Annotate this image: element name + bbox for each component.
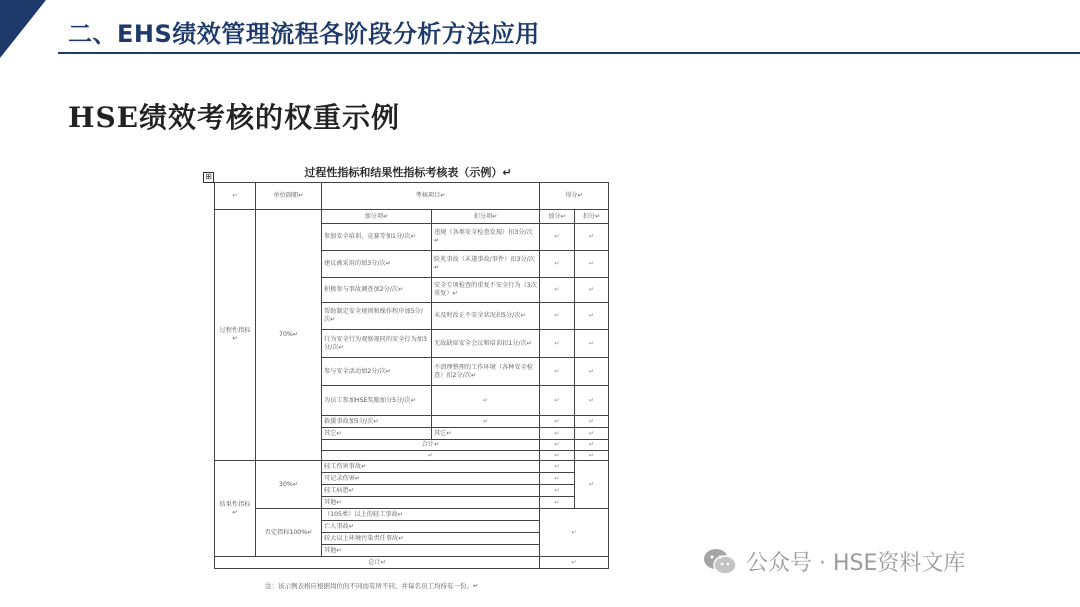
minus-item-cell: 安全专项检查的重复不安全行为（3次重复）↵ (432, 278, 540, 303)
minus-item-cell: 无故缺席安全会议和培训扣1分/次↵ (432, 330, 540, 358)
veto-item-cell: 较大以上环境污染责任事故↵ (322, 533, 540, 545)
score-cell: ↵ (575, 303, 609, 330)
veto-item-cell: 其他↵ (322, 545, 540, 557)
total-label: 总计↵ (215, 557, 540, 569)
score-cell: ↵ (540, 440, 575, 451)
score-cell: ↵ (540, 485, 575, 497)
header-cell-score: 得分↵ (540, 183, 609, 210)
minus-item-cell: 险兆事故（未遂事故/事件）扣3分/次↵ (432, 251, 540, 278)
plus-item-cell: 为员工参加HSE奖励加分5分/次↵ (322, 386, 432, 416)
table-move-handle-icon: ⊞ (203, 172, 214, 183)
document-image (203, 160, 613, 595)
table-title: 过程性指标和结果性指标考核表（示例）↵ (304, 166, 512, 179)
subheader-plus-item: 加分项↵ (322, 210, 432, 224)
score-cell: ↵ (540, 509, 609, 557)
minus-item-cell: 不清理整理的工作环境（各种安全检查）扣2分/次↵ (432, 358, 540, 386)
result-indicator-weight: 30%↵ (256, 461, 322, 509)
score-cell: ↵ (575, 358, 609, 386)
wechat-icon (702, 547, 738, 577)
score-cell: ↵ (575, 451, 609, 461)
score-cell: ↵ (540, 497, 575, 509)
score-cell: ↵ (540, 278, 575, 303)
score-cell: ↵ (540, 303, 575, 330)
header-bar (0, 0, 1080, 60)
table-row (215, 461, 609, 473)
spacer-cell: ↵ (322, 451, 540, 461)
result-item-cell: 轻工病患↵ (322, 485, 540, 497)
score-cell: ↵ (540, 451, 575, 461)
result-indicator-label: 结果性指标↵ (215, 461, 256, 557)
header-title: 二、EHS绩效管理流程各阶段分析方法应用 (68, 20, 540, 48)
score-cell: ↵ (540, 461, 575, 473)
watermark (702, 546, 965, 577)
process-indicator-weight: 70%↵ (256, 210, 322, 461)
score-cell: ↵ (575, 330, 609, 358)
score-cell: ↵ (540, 416, 575, 428)
table-row (215, 509, 609, 521)
score-cell: ↵ (540, 224, 575, 251)
process-indicator-label: 过程性指标↵ (215, 210, 256, 461)
evaluation-table (214, 182, 609, 569)
plus-item-cell: 行为安全行为观察视同的安全行为加3分/次↵ (322, 330, 432, 358)
plus-item-cell: 积极参与事故调查加2分/次↵ (322, 278, 432, 303)
score-cell: ↵ (540, 557, 609, 569)
plus-item-cell: 参加安全培训、竞赛等加1分/次↵ (322, 224, 432, 251)
table-header-row (215, 183, 609, 210)
score-cell: ↵ (575, 428, 609, 440)
score-cell: ↵ (575, 416, 609, 428)
minus-item-cell: 违规（各类安全检查发现）扣3分/次↵ (432, 224, 540, 251)
score-cell: ↵ (575, 461, 609, 509)
subheader-minus: 扣分↵ (575, 210, 609, 224)
score-cell: ↵ (575, 251, 609, 278)
plus-item-cell: 参与安全活动加2分/次↵ (322, 358, 432, 386)
score-cell: ↵ (575, 440, 609, 451)
watermark-text: 公众号 · HSE资料文库 (746, 551, 966, 576)
subheader-minus-item: 扣分项↵ (432, 210, 540, 224)
result-item-cell: 其他↵ (322, 497, 540, 509)
score-cell: ↵ (540, 358, 575, 386)
minus-item-cell: ↵ (432, 416, 540, 428)
veto-item-cell: 亡人事故↵ (322, 521, 540, 533)
subtotal-label: 合计↵ (322, 440, 540, 451)
score-cell: ↵ (540, 330, 575, 358)
header-cell-position: 单位副职↵ (256, 183, 322, 210)
veto-item-cell: （105类）以上的轻工事故↵ (322, 509, 540, 521)
score-cell: ↵ (540, 386, 575, 416)
header-cell-items: 考核项目↵ (322, 183, 540, 210)
score-cell: ↵ (540, 251, 575, 278)
header-cell-empty: ↵ (215, 183, 256, 210)
header-divider (58, 52, 1080, 54)
table-footnote: 注：该示例表格应根据岗位的不同而有所不同，并每名员工均持有一份。↵ (265, 582, 479, 590)
minus-item-cell: 其它↵ (432, 428, 540, 440)
table-subheader-row (215, 210, 609, 224)
total-row (215, 557, 609, 569)
score-cell: ↵ (575, 386, 609, 416)
plus-item-cell: 救援事故加5分/次↵ (322, 416, 432, 428)
score-cell: ↵ (540, 428, 575, 440)
score-cell: ↵ (575, 224, 609, 251)
subheader-plus: 加分↵ (540, 210, 575, 224)
plus-item-cell: 建议被采用的加3分/次↵ (322, 251, 432, 278)
header-accent-triangle (0, 0, 46, 58)
result-item-cell: 轻工伤害事故↵ (322, 461, 540, 473)
result-item-cell: 可记录伤害↵ (322, 473, 540, 485)
plus-item-cell: 其它↵ (322, 428, 432, 440)
minus-item-cell: ↵ (432, 386, 540, 416)
slide-subtitle: HSE绩效考核的权重示例 (68, 101, 401, 134)
score-cell: ↵ (575, 278, 609, 303)
veto-indicator-weight: 否定指标100%↵ (256, 509, 322, 557)
minus-item-cell: 未及时改正不安全状况扣5分/次↵ (432, 303, 540, 330)
plus-item-cell: 帮助制定安全规则和操作程序加5分/次↵ (322, 303, 432, 330)
score-cell: ↵ (540, 473, 575, 485)
